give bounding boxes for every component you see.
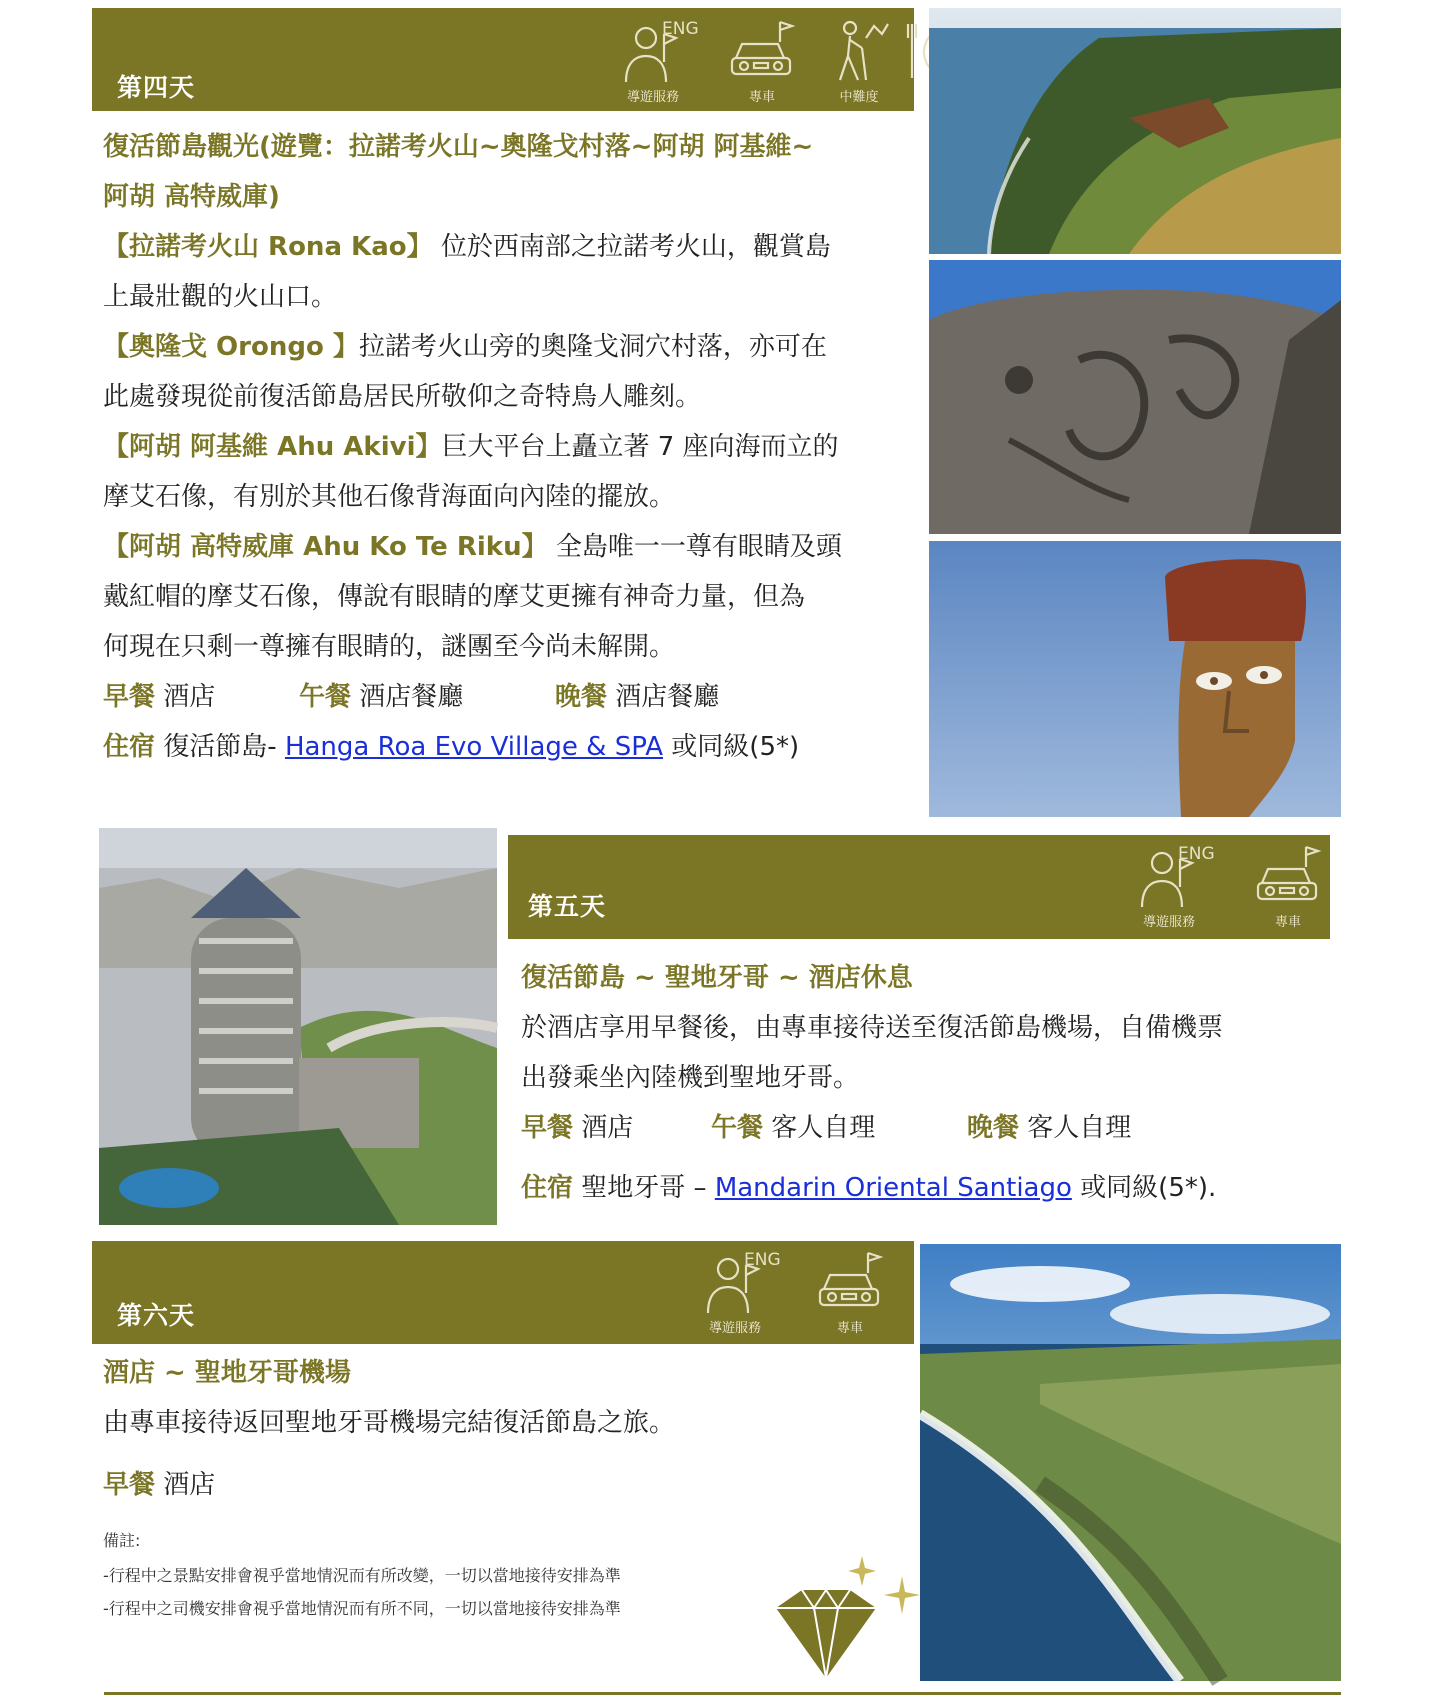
stay-place: 聖地牙哥 – bbox=[581, 1173, 715, 1203]
photo-volcano-cliff bbox=[929, 8, 1341, 254]
item-text: 位於西南部之拉諾考火山，觀賞島 bbox=[432, 232, 831, 262]
day4-title: 第四天 bbox=[117, 73, 196, 102]
day5-stay bbox=[521, 1163, 1321, 1213]
day4-item-ahu-koteriku-cont1: 戴紅帽的摩艾石像，傳說有眼睛的摩艾更擁有神奇力量，但為 bbox=[103, 582, 806, 612]
day4-stay bbox=[103, 722, 918, 772]
car-icon-label: 專車 bbox=[836, 1321, 863, 1336]
item-key: 【拉諾考火山 Rona Kao】 bbox=[103, 232, 433, 262]
item-key: 【阿胡 阿基維 Ahu Akivi】 bbox=[103, 432, 442, 462]
item-text: 巨大平台上矗立著 7 座向海而立的 bbox=[441, 432, 839, 462]
notes-title: 備註: bbox=[103, 1531, 141, 1550]
day6-meals bbox=[103, 1460, 863, 1510]
day4-item-ahu-akivi-cont: 摩艾石像，有別於其他石像背海面向內陸的擺放。 bbox=[103, 482, 676, 512]
notes bbox=[103, 1524, 823, 1625]
breakfast-value: 酒店 bbox=[163, 682, 216, 712]
day4-item-orongo-cont: 此處發現從前復活節島居民所敬仰之奇特鳥人雕刻。 bbox=[103, 382, 702, 412]
stay-suffix: 或同級(5*) bbox=[663, 732, 800, 762]
item-text: 拉諾考火山旁的奧隆戈洞穴村落，亦可在 bbox=[358, 332, 827, 362]
item-key: 【阿胡 高特威庫 Ahu Ko Te Riku】 bbox=[103, 532, 548, 562]
stay-suffix: 或同級(5*). bbox=[1071, 1173, 1217, 1203]
dinner-value: 酒店餐廳 bbox=[615, 682, 720, 712]
item-text: 全島唯一一尊有眼睛及頭 bbox=[547, 532, 842, 562]
car-icon bbox=[814, 1249, 886, 1336]
guide-icon bbox=[1132, 841, 1215, 930]
day5-title: 第五天 bbox=[528, 892, 607, 921]
photo-coastline-aerial bbox=[920, 1244, 1341, 1681]
day4-meals bbox=[103, 672, 918, 722]
day4-header-bar bbox=[92, 8, 914, 111]
day4-content bbox=[103, 122, 918, 772]
breakfast-value: 酒店 bbox=[163, 1470, 216, 1500]
car-icon bbox=[1252, 843, 1324, 930]
photo-santiago-hotel bbox=[99, 828, 497, 1225]
dinner-label: 晚餐 bbox=[967, 1113, 1020, 1143]
stay-place: 復活節島- bbox=[163, 732, 285, 762]
lunch-value: 酒店餐廳 bbox=[359, 682, 464, 712]
day5-meals bbox=[521, 1103, 1321, 1153]
day5-text-line2: 出發乘坐內陸機到聖地牙哥。 bbox=[521, 1063, 860, 1093]
guide-icon bbox=[616, 16, 699, 105]
hotel-link-mandarin-oriental[interactable]: Mandarin Oriental Santiago bbox=[714, 1173, 1072, 1203]
guide-icon-label: 導遊服務 bbox=[1142, 915, 1195, 930]
day5-header-bar bbox=[508, 835, 1330, 939]
dinner-label: 晚餐 bbox=[555, 682, 608, 712]
item-key: 【奧隆戈 Orongo 】 bbox=[103, 332, 359, 362]
day6-header-bar bbox=[92, 1241, 914, 1344]
guide-icon-label: 導遊服務 bbox=[708, 1321, 761, 1336]
day5-content bbox=[521, 953, 1321, 1213]
lunch-label: 午餐 bbox=[299, 682, 352, 712]
day4-item-ahu-akivi bbox=[103, 422, 918, 472]
day4-heading-line2: 阿胡 高特威庫) bbox=[103, 182, 280, 212]
note-line: -行程中之景點安排會視乎當地情況而有所改變，一切以當地接待安排為準 bbox=[103, 1566, 621, 1585]
car-icon bbox=[726, 18, 798, 105]
lunch-value: 客人自理 bbox=[771, 1113, 876, 1143]
day5-text-line1: 於酒店享用早餐後，由專車接待送至復活節島機場，自備機票 bbox=[521, 1013, 1224, 1043]
dinner-value: 客人自理 bbox=[1027, 1113, 1132, 1143]
hiking-icon-label: 中難度 bbox=[839, 90, 879, 105]
breakfast-label: 早餐 bbox=[521, 1113, 574, 1143]
hiking-icon bbox=[826, 18, 892, 105]
guide-icon-label: 導遊服務 bbox=[626, 90, 679, 105]
day5-heading: 復活節島 ~ 聖地牙哥 ~ 酒店休息 bbox=[521, 963, 913, 993]
day4-heading-line1: 復活節島觀光(遊覽：拉諾考火山~奧隆戈村落~阿胡 阿基維~ bbox=[103, 132, 814, 162]
breakfast-label: 早餐 bbox=[103, 682, 156, 712]
day6-heading: 酒店 ~ 聖地牙哥機場 bbox=[103, 1358, 351, 1388]
stay-label: 住宿 bbox=[521, 1173, 574, 1203]
guide-icon bbox=[698, 1247, 781, 1336]
day6-text: 由專車接待返回聖地牙哥機場完結復活節島之旅。 bbox=[103, 1408, 676, 1438]
hotel-link-hanga-roa[interactable]: Hanga Roa Evo Village & SPA bbox=[284, 732, 664, 762]
day6-content bbox=[103, 1348, 863, 1510]
car-icon-label: 專車 bbox=[748, 90, 775, 105]
eng-label: ENG bbox=[662, 19, 699, 39]
stay-label: 住宿 bbox=[103, 732, 156, 762]
day4-item-ranokao-cont: 上最壯觀的火山口。 bbox=[103, 282, 338, 312]
photo-birdman-carving bbox=[929, 260, 1341, 534]
eng-label: ENG bbox=[1178, 844, 1215, 864]
day6-title: 第六天 bbox=[117, 1301, 196, 1330]
breakfast-label: 早餐 bbox=[103, 1470, 156, 1500]
day4-item-ranokao bbox=[103, 222, 918, 272]
note-line: -行程中之司機安排會視乎當地情況而有所不同，一切以當地接待安排為準 bbox=[103, 1599, 621, 1618]
diamond-icon bbox=[766, 1548, 926, 1698]
car-icon-label: 專車 bbox=[1274, 915, 1301, 930]
photo-moai-red-hat bbox=[929, 541, 1341, 817]
day4-item-ahu-koteriku-cont2: 何現在只剩一尊擁有眼睛的，謎團至今尚未解開。 bbox=[103, 632, 676, 662]
day4-item-ahu-koteriku bbox=[103, 522, 918, 572]
day4-item-orongo bbox=[103, 322, 918, 372]
bottom-divider bbox=[104, 1692, 1341, 1695]
lunch-label: 午餐 bbox=[711, 1113, 764, 1143]
eng-label: ENG bbox=[744, 1250, 781, 1270]
breakfast-value: 酒店 bbox=[581, 1113, 634, 1143]
